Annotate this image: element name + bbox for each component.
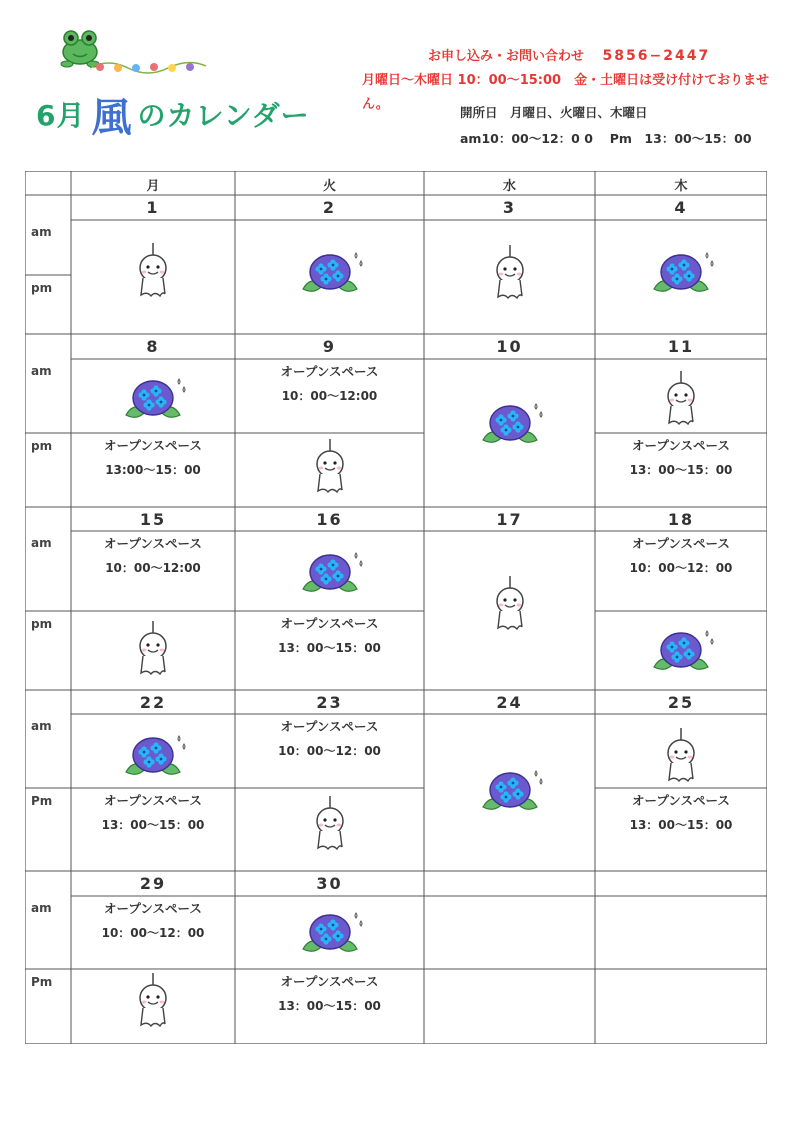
teru-teru-bozu-icon xyxy=(308,796,352,856)
event-name: オープンスペース xyxy=(632,536,730,551)
open-space-event xyxy=(595,433,767,483)
reception-hours: 月曜日～木曜日 10：00～15:00 金・土曜日は受け付けておりません。 xyxy=(362,73,770,112)
teru-teru-bozu-icon xyxy=(659,728,703,788)
teru-teru-bozu-icon xyxy=(131,973,175,1033)
page-title xyxy=(36,92,310,141)
hydrangea-icon xyxy=(116,728,190,784)
hydrangea-icon xyxy=(473,763,547,819)
event-name: オープンスペース xyxy=(104,536,202,551)
phone-number: 5856−2447 xyxy=(602,48,711,64)
open-space-event xyxy=(71,788,235,838)
open-space-event xyxy=(71,531,235,581)
date-number: 9 xyxy=(322,337,337,356)
am-label: am xyxy=(31,536,52,550)
event-time: 13：00～15：00 xyxy=(629,818,733,832)
event-name: オープンスペース xyxy=(104,901,202,916)
date-number: 24 xyxy=(496,693,523,712)
event-time: 13：00～15：00 xyxy=(629,463,733,477)
event-time: 10：00～12：00 xyxy=(629,561,733,575)
date-number: 11 xyxy=(667,337,695,356)
date-number: 3 xyxy=(502,198,517,217)
event-time: 10：00～12：00 xyxy=(278,744,381,758)
weekday-header: 火 xyxy=(322,179,336,194)
pm-label: pm xyxy=(31,439,53,453)
event-time: 13:00～15：00 xyxy=(105,463,201,477)
am-label: am xyxy=(31,901,52,915)
date-number: 16 xyxy=(316,510,343,529)
pm-label: pm xyxy=(31,281,53,295)
date-number: 15 xyxy=(139,510,167,529)
event-time: 10：00～12:00 xyxy=(281,389,378,403)
title-rest: のカレンダー xyxy=(137,99,310,132)
open-space-event xyxy=(235,969,424,1019)
open-space-event xyxy=(595,788,767,838)
weekday-header: 木 xyxy=(674,179,688,194)
event-time: 13：00～15：00 xyxy=(278,999,381,1013)
date-number: 18 xyxy=(667,510,695,529)
open-days: 開所日 月曜日、火曜日、木曜日 xyxy=(460,105,648,120)
hydrangea-icon xyxy=(644,623,718,679)
calendar-grid xyxy=(25,171,767,1044)
title-kaze: 風 xyxy=(91,93,132,141)
hydrangea-icon xyxy=(293,545,367,601)
open-space-event xyxy=(71,896,235,946)
date-number: 29 xyxy=(139,874,167,893)
open-info xyxy=(460,100,752,152)
teru-teru-bozu-icon xyxy=(131,621,175,681)
am-label: am xyxy=(31,364,52,378)
open-space-event xyxy=(235,359,424,409)
pm-label: Pm xyxy=(31,975,53,989)
title-month: 6月 xyxy=(36,99,86,132)
weekday-header: 月 xyxy=(146,179,160,194)
event-name: オープンスペース xyxy=(632,793,730,808)
date-number: 17 xyxy=(496,510,523,529)
date-number: 23 xyxy=(316,693,343,712)
open-hours: am10：00～12：0 0 Pm 13：00～15：00 xyxy=(460,131,752,146)
open-space-event xyxy=(235,714,424,764)
event-name: オープンスペース xyxy=(280,974,379,989)
event-time: 10：00～12：00 xyxy=(101,926,205,940)
date-number: 25 xyxy=(667,693,695,712)
hydrangea-icon xyxy=(473,396,547,452)
am-label: am xyxy=(31,225,52,239)
event-name: オープンスペース xyxy=(104,793,202,808)
event-name: オープンスペース xyxy=(280,719,379,734)
weekday-header: 水 xyxy=(502,179,516,194)
hydrangea-icon xyxy=(293,245,367,301)
event-time: 13：00～15：00 xyxy=(101,818,205,832)
date-number: 22 xyxy=(139,693,167,712)
hydrangea-icon xyxy=(116,371,190,427)
event-name: オープンスペース xyxy=(104,438,202,453)
open-space-event xyxy=(595,531,767,581)
open-space-event xyxy=(235,611,424,661)
teru-teru-bozu-icon xyxy=(488,245,532,305)
contact-label: お申し込み・お問い合わせ xyxy=(428,49,585,64)
teru-teru-bozu-icon xyxy=(131,243,175,303)
date-number: 4 xyxy=(674,198,688,217)
event-name: オープンスペース xyxy=(632,438,730,453)
event-name: オープンスペース xyxy=(280,616,379,631)
pm-label: Pm xyxy=(31,794,53,808)
hydrangea-icon xyxy=(644,245,718,301)
teru-teru-bozu-icon xyxy=(659,371,703,431)
date-number: 8 xyxy=(146,337,160,356)
event-time: 13：00～15：00 xyxy=(278,641,381,655)
am-label: am xyxy=(31,719,52,733)
open-space-event xyxy=(71,433,235,483)
date-number: 30 xyxy=(316,874,343,893)
date-number: 10 xyxy=(496,337,523,356)
teru-teru-bozu-icon xyxy=(308,439,352,499)
date-number: 1 xyxy=(146,198,160,217)
event-time: 10：00～12:00 xyxy=(105,561,201,575)
hydrangea-icon xyxy=(293,905,367,961)
pm-label: pm xyxy=(31,617,53,631)
teru-teru-bozu-icon xyxy=(488,576,532,636)
date-number: 2 xyxy=(322,198,337,217)
event-name: オープンスペース xyxy=(280,364,379,379)
flower-garland-icon xyxy=(88,56,208,76)
